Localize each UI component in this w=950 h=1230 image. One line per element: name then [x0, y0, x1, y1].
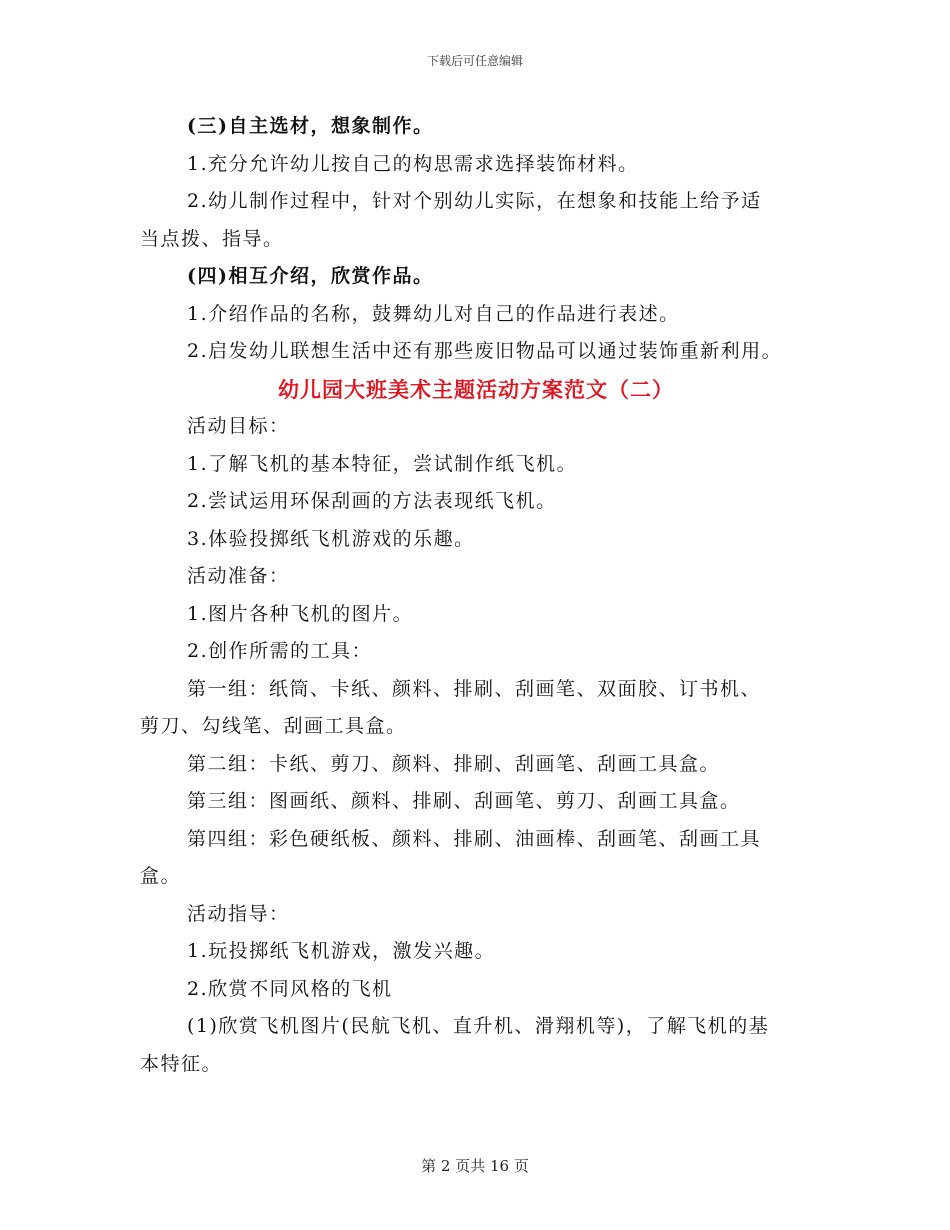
paragraph-line: 第一组：纸筒、卡纸、颜料、排刷、刮画笔、双面胶、订书机、 — [187, 677, 762, 700]
page-footer: 第 2 页共 16 页 — [421, 1157, 529, 1175]
paragraph-line: (1)欣赏飞机图片(民航飞机、直升机、滑翔机等)，了解飞机的基 — [187, 1015, 770, 1037]
paragraph-line: 2.欣赏不同风格的飞机 — [187, 977, 393, 1000]
document-body — [140, 108, 812, 1083]
document-title: 幼儿园大班美术主题活动方案范文（二） — [278, 376, 674, 402]
paragraph-line: 2.启发幼儿联想生活中还有那些废旧物品可以通过装饰重新利用。 — [187, 340, 783, 362]
paragraph-line: 活动目标： — [187, 415, 290, 437]
paragraph-line: 2.幼儿制作过程中，针对个别幼儿实际，在想象和技能上给予适 — [187, 190, 762, 212]
paragraph-line: 1.了解飞机的基本特征，尝试制作纸飞机。 — [187, 452, 578, 475]
section-heading: (四)相互介绍，欣赏作品。 — [187, 265, 434, 287]
paragraph-line: 1.图片各种飞机的图片。 — [187, 602, 414, 625]
paragraph-line: 剪刀、勾线笔、刮画工具盒。 — [140, 715, 407, 737]
paragraph-line: 1.介绍作品的名称，鼓舞幼儿对自己的作品进行表述。 — [187, 302, 680, 325]
paragraph-line: 1.充分允许幼儿按自己的构思需求选择装饰材料。 — [187, 152, 639, 175]
paragraph-line: 盒。 — [140, 865, 182, 887]
paragraph-line: 当点拨、指导。 — [140, 227, 284, 250]
paragraph-line: 第三组：图画纸、颜料、排刷、刮画笔、剪刀、刮画工具盒。 — [187, 790, 741, 812]
paragraph-line: 3.体验投掷纸飞机游戏的乐趣。 — [187, 527, 475, 550]
paragraph-line: 第四组：彩色硬纸板、颜料、排刷、油画棒、刮画笔、刮画工具 — [187, 827, 762, 850]
paragraph-line: 2.创作所需的工具： — [187, 640, 373, 662]
paragraph-line: 1.玩投掷纸飞机游戏，激发兴趣。 — [187, 940, 496, 962]
paragraph-line: 本特征。 — [140, 1052, 223, 1075]
paragraph-line: 活动准备： — [187, 565, 290, 587]
paragraph-line: 第二组：卡纸、剪刀、颜料、排刷、刮画笔、刮画工具盒。 — [187, 752, 721, 775]
paragraph-line: 活动指导： — [187, 902, 290, 925]
section-heading: (三)自主选材，想象制作。 — [187, 115, 434, 137]
page-header: 下载后可任意编辑 — [426, 54, 523, 68]
paragraph-line: 2.尝试运用环保刮画的方法表现纸飞机。 — [187, 490, 557, 512]
